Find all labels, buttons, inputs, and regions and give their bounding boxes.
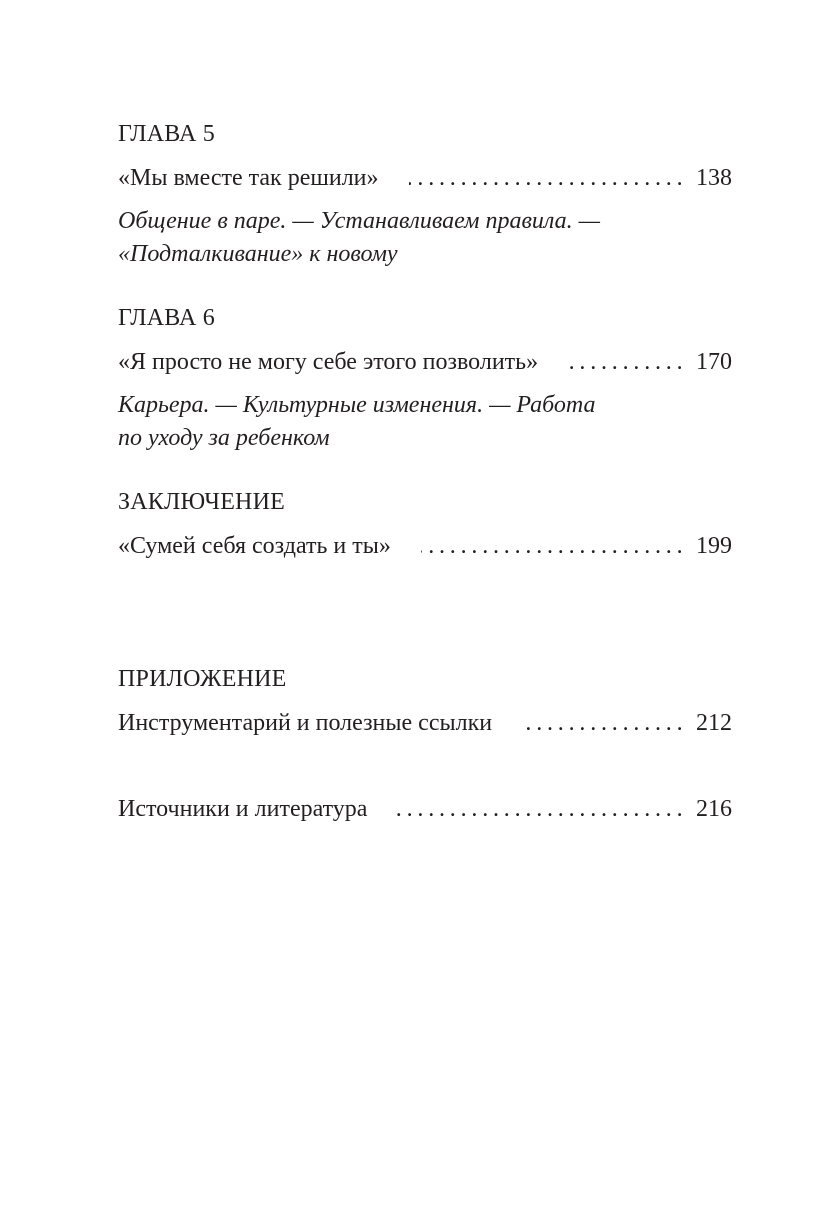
page-number: 138: [696, 165, 732, 191]
dot-leader: [421, 531, 682, 561]
toc-entry-conclusion[interactable]: [118, 531, 732, 561]
description-line: Общение в паре. — Устанавливаем правила. —: [118, 208, 600, 234]
entry-title: «Мы вместе так решили»: [118, 165, 379, 191]
conclusion-heading: ЗАКЛЮЧЕНИЕ: [118, 489, 285, 515]
dot-leader: [522, 708, 682, 738]
dot-leader: [409, 163, 682, 193]
description-line: Карьера. — Культурные изменения. — Работа: [118, 392, 596, 418]
chapter-6-heading: ГЛАВА 6: [118, 305, 215, 331]
dot-leader: [397, 794, 682, 824]
entry-title: Инструментарий и полезные ссылки: [118, 710, 493, 736]
description-line: по уходу за ребенком: [118, 425, 330, 451]
description-line: «Подталкивание» к новому: [118, 241, 398, 267]
page-number: 216: [696, 796, 732, 822]
chapter-5-description: [118, 205, 678, 271]
entry-title: «Я просто не могу себе этого позволить»: [118, 349, 539, 375]
page-number: 199: [696, 533, 732, 559]
chapter-5-heading: ГЛАВА 5: [118, 121, 215, 147]
appendix-heading: ПРИЛОЖЕНИЕ: [118, 666, 287, 692]
entry-title: «Сумей себя создать и ты»: [118, 533, 391, 559]
entry-title: Источники и литература: [118, 796, 368, 822]
page-number: 170: [696, 349, 732, 375]
toc-entry-chapter-5[interactable]: [118, 163, 732, 193]
dot-leader: [568, 347, 682, 377]
toc-entry-chapter-6[interactable]: [118, 347, 732, 377]
toc-entry-appendix[interactable]: [118, 708, 732, 738]
page-number: 212: [696, 710, 732, 736]
chapter-6-description: [118, 389, 678, 455]
toc-entry-sources[interactable]: [118, 794, 732, 824]
